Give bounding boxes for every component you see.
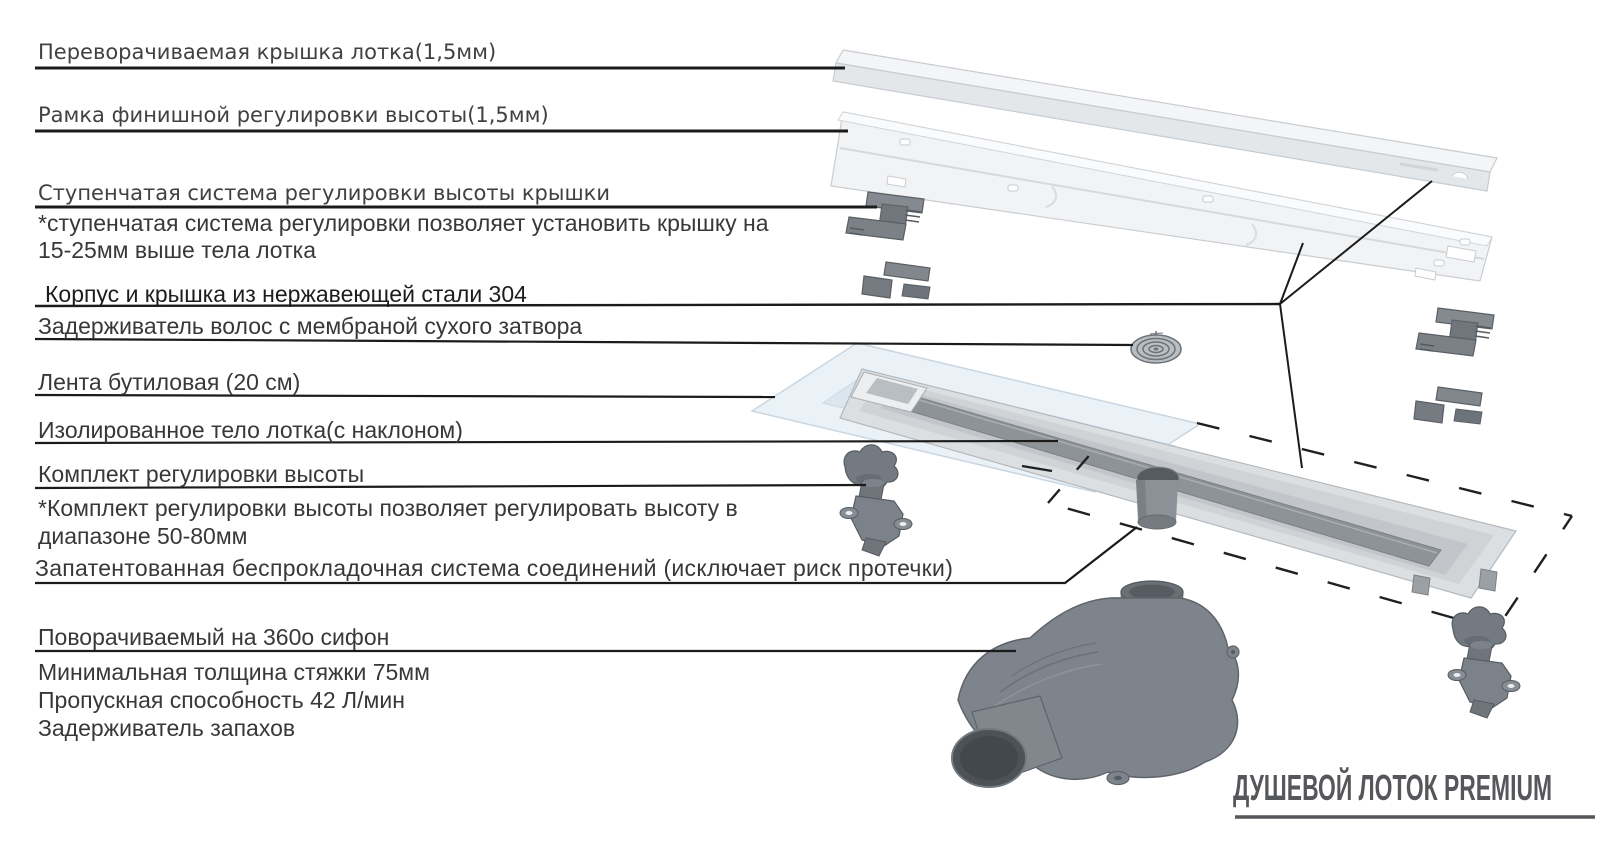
- label-siphon-note1: Минимальная толщина стяжки 75мм: [38, 659, 430, 685]
- label-height-kit-note1: *Комплект регулировки высоты позволяет регулировать высоту в: [38, 495, 738, 521]
- step-clip-small-right-icon: [1414, 387, 1482, 424]
- label-height-kit-title: Комплект регулировки высоты: [38, 461, 365, 487]
- label-step-system-title: Ступенчатая система регулировки высоты крышки: [38, 181, 610, 205]
- label-butyl-tape-title: Лента бутиловая (20 см): [38, 369, 301, 395]
- hair-catcher-grate-icon: [1131, 331, 1181, 363]
- adjustment-frame-icon: [831, 112, 1492, 281]
- label-siphon-note2: Пропускная способность 42 Л/мин: [38, 687, 405, 713]
- label-cover-title: Переворачиваемая крышка лотка(1,5мм): [38, 40, 497, 64]
- height-foot-left-icon: [840, 445, 912, 556]
- label-step-system-note1: *ступенчатая система регулировки позволяет установить крышку на: [38, 210, 769, 236]
- step-clip-large-left-icon: [846, 192, 924, 240]
- label-hair-catcher-title: Задерживатель волос с мембраной сухого затвора: [38, 313, 583, 339]
- product-title: ДУШЕВОЙ ЛОТОК PREMIUM: [1233, 768, 1553, 809]
- label-insulated-body-title: Изолированное тело лотка(с наклоном): [38, 417, 463, 443]
- label-siphon-title: Поворачиваемый на 360о сифон: [38, 624, 390, 650]
- label-patented-joint-title: Запатентованная беспрокладочная система соединений (исключает риск протечки): [35, 555, 954, 581]
- label-frame-title: Рамка финишной регулировки высоты(1,5мм): [38, 103, 549, 127]
- label-material-title: Корпус и крышка из нержавеющей стали 304: [45, 281, 527, 307]
- step-clip-large-right-icon: [1416, 308, 1494, 356]
- label-height-kit-note2: диапазоне 50-80мм: [38, 523, 248, 549]
- siphon-icon: [952, 581, 1239, 787]
- height-foot-right-icon: [1448, 607, 1520, 718]
- label-step-system-note2: 15-25мм выше тела лотка: [38, 237, 316, 263]
- label-siphon-note3: Задерживатель запахов: [38, 715, 296, 741]
- step-clip-small-left-icon: [862, 262, 930, 299]
